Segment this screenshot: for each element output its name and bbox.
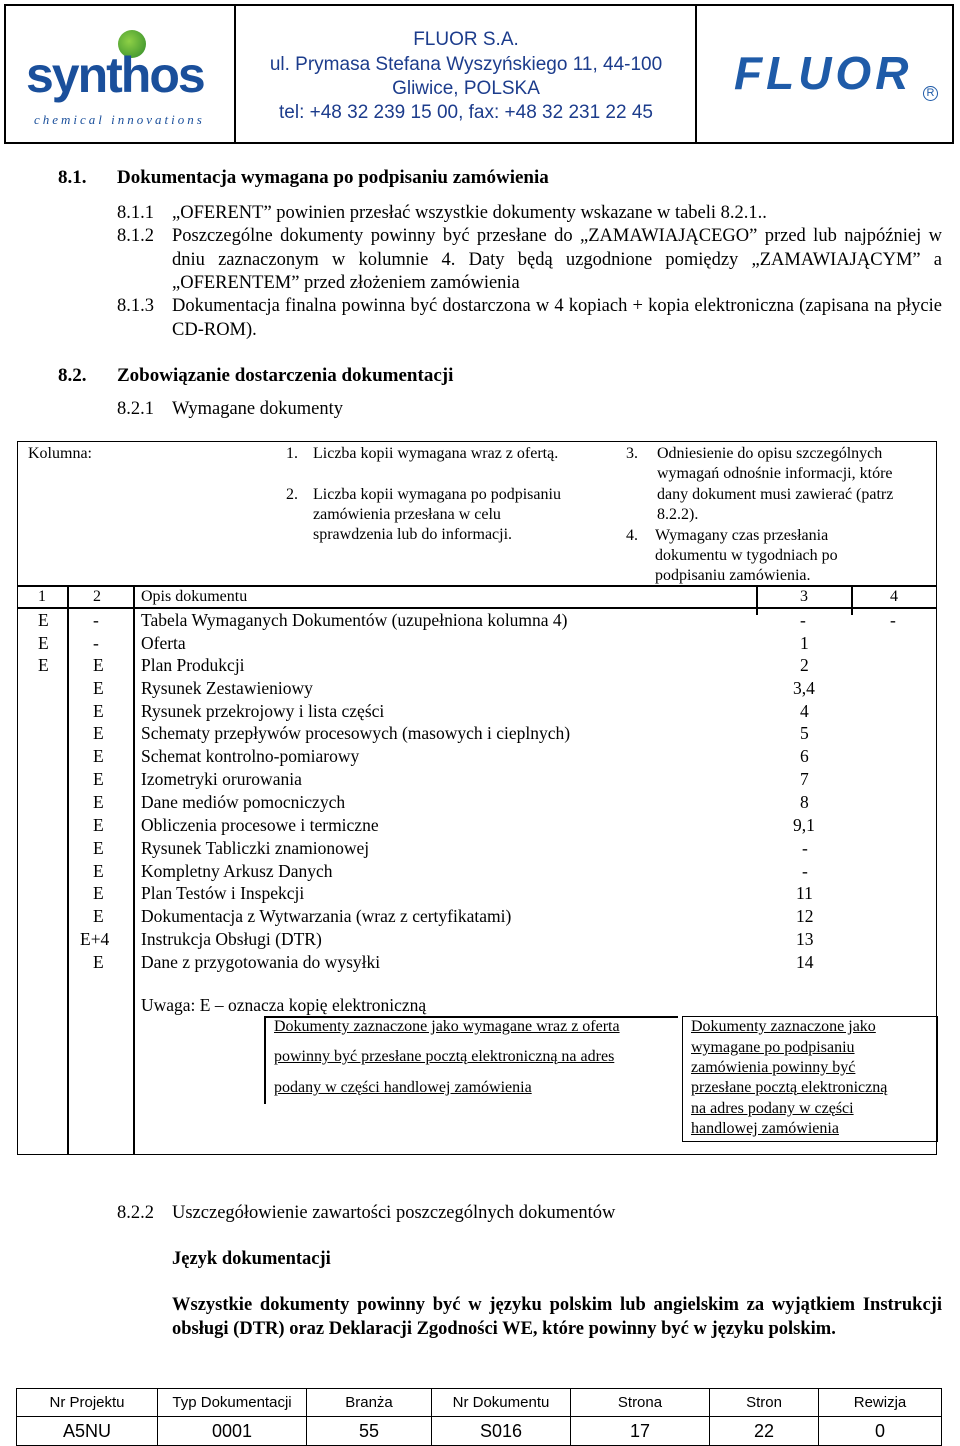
legend-3-line: Odniesienie do opisu szczególnych: [657, 445, 883, 462]
legend-1-number: 1.: [286, 445, 298, 462]
registered-mark-icon: R: [923, 86, 938, 101]
row-description: Instrukcja Obsługi (DTR): [141, 929, 322, 949]
row-col1: E: [38, 655, 49, 675]
box-right-line: zamówienia powinny być: [691, 1059, 856, 1076]
row-col2: E: [93, 792, 104, 812]
section-8-2-number: 8.2.: [58, 365, 87, 386]
row-col3: 14: [796, 952, 814, 972]
row-description: Izometryki orurowania: [141, 769, 302, 789]
company-address: ul. Prymasa Stefana Wyszyńskiego 11, 44-100: [269, 54, 663, 75]
row-col2: E: [93, 655, 104, 675]
legend-4-number: 4.: [626, 527, 638, 544]
footer-header: Nr Dokumentu: [432, 1389, 571, 1417]
company-city: Gliwice, POLSKA: [392, 78, 540, 99]
row-col2: E+4: [80, 929, 110, 949]
row-col3: 9,1: [793, 815, 815, 835]
section-8-2-title: Zobowiązanie dostarczenia dokumentacji: [117, 365, 454, 386]
footer-value: 17: [571, 1417, 710, 1446]
legend-4-line: podpisaniu zamówienia.: [655, 567, 811, 584]
row-description: Rysunek Tabliczki znamionowej: [141, 838, 370, 858]
row-description: Dane mediów pomocniczych: [141, 792, 346, 812]
row-col2: -: [93, 610, 99, 630]
row-description: Schematy przepływów procesowych (masowych i cieplnych): [141, 723, 571, 743]
item-8-1-1-text: „OFERENT” powinien przesłać wszystkie dokumenty wskazane w tabeli 8.2.1..: [172, 203, 767, 223]
legend-3-line: 8.2.2).: [657, 506, 699, 523]
row-col3: 11: [796, 883, 813, 903]
row-description: Tabela Wymaganych Dokumentów (uzupełniona kolumna 4): [141, 610, 568, 630]
row-col2: E: [93, 861, 104, 881]
row-col2: E: [93, 723, 104, 743]
table-line: [851, 585, 853, 615]
footer-header: Stron: [710, 1389, 819, 1417]
col-header-3: 3: [800, 588, 808, 605]
row-col3: 2: [800, 655, 809, 675]
item-8-1-2-number: 8.1.2: [117, 226, 154, 246]
col-header-1: 1: [38, 588, 46, 605]
table-line: [133, 585, 135, 1155]
row-description: Schemat kontrolno-pomiarowy: [141, 746, 360, 766]
box-right-line: przesłane pocztą elektroniczną: [691, 1079, 888, 1096]
col-header-4: 4: [890, 588, 898, 605]
footer-header: Rewizja: [819, 1389, 942, 1417]
legend-3-line: dany dokument musi zawierać (patrz: [657, 486, 894, 503]
row-col3: 7: [800, 769, 809, 789]
document-info-table: [16, 1388, 942, 1446]
legend-4-line: Wymagany czas przesłania: [655, 527, 829, 544]
footer-value: 22: [710, 1417, 819, 1446]
row-description: Dane z przygotowania do wysyłki: [141, 952, 381, 972]
row-col1: E: [38, 633, 49, 653]
row-col2: E: [93, 769, 104, 789]
item-8-1-3-number: 8.1.3: [117, 296, 154, 316]
footer-header: Strona: [571, 1389, 710, 1417]
company-name: FLUOR S.A.: [413, 29, 519, 50]
footer-header: Branża: [307, 1389, 432, 1417]
row-description: Plan Testów i Inspekcji: [141, 883, 305, 903]
item-8-1-3-text: Dokumentacja finalna powinna być dostarczona w 4 kopiach + kopia elektroniczna (zapisana na płycie CD-ROM).: [172, 296, 942, 340]
kolumna-label: Kolumna:: [28, 445, 92, 462]
fluor-logo: FLUOR: [734, 47, 913, 99]
box-left-line: podany w części handlowej zamówienia: [274, 1079, 532, 1096]
row-description: Dokumentacja z Wytwarzania (wraz z certyfikatami): [141, 906, 512, 926]
row-description: Rysunek przekrojowy i lista części: [141, 701, 385, 721]
footer-value: S016: [432, 1417, 571, 1446]
col-header-description: Opis dokumentu: [141, 588, 248, 605]
language-text: Wszystkie dokumenty powinny być w języku polskim lub angielskim za wyjątkiem Instrukcji obsługi (DTR) oraz Deklaracji Zgodności WE, które powinny być w języku polskim.: [172, 1295, 942, 1339]
header-divider: [695, 6, 697, 142]
row-col3: -: [800, 610, 806, 630]
row-col3: 4: [800, 701, 809, 721]
row-col2: E: [93, 838, 104, 858]
legend-2-line: sprawdzenia lub do informacji.: [313, 526, 513, 543]
row-col2: E: [93, 678, 104, 698]
item-8-2-1-number: 8.2.1: [117, 399, 154, 419]
row-col3: -: [802, 861, 808, 881]
table-line: [756, 585, 758, 615]
row-col3: 1: [800, 633, 809, 653]
row-description: Rysunek Zestawieniowy: [141, 678, 313, 698]
row-col2: E: [93, 701, 104, 721]
row-col3: 6: [800, 746, 809, 766]
item-8-2-1-title: Wymagane dokumenty: [172, 399, 343, 419]
item-8-1-2-text: Poszczególne dokumenty powinny być przesłane do „ZAMAWIAJĄCEGO” przed lub najpóźniej w dniu zaznaczonym w kolumnie 4. Daty będą uzgodnione pomiędzy „ZAMAWIAJĄCYM” a „OFERENTEM” przed złożeniem zamówienia: [172, 226, 942, 293]
row-description: Obliczenia procesowe i termiczne: [141, 815, 379, 835]
col-header-2: 2: [93, 588, 101, 605]
row-col2: -: [93, 633, 99, 653]
synthos-logo: [26, 28, 236, 138]
footer-value: 0001: [158, 1417, 307, 1446]
box-right-line: handlowej zamówienia: [691, 1120, 839, 1137]
row-col2: E: [93, 815, 104, 835]
footer-value: A5NU: [17, 1417, 158, 1446]
box-line: [264, 1016, 266, 1104]
row-col2: E: [93, 906, 104, 926]
box-left-line: powinny być przesłane pocztą elektroniczną na adres: [274, 1048, 615, 1065]
legend-3-number: 3.: [626, 445, 638, 462]
item-8-1-1-number: 8.1.1: [117, 203, 154, 223]
legend-2-line: zamówienia przesłana w celu: [313, 506, 501, 523]
page-header: [4, 4, 954, 144]
item-8-2-2-number: 8.2.2: [117, 1203, 154, 1223]
item-8-2-2-title: Uszczegółowienie zawartości poszczególnych dokumentów: [172, 1203, 616, 1223]
row-description: Oferta: [141, 633, 186, 653]
row-col3: 3,4: [793, 678, 815, 698]
row-col4: -: [890, 610, 896, 630]
table-note: Uwaga: E – oznacza kopię elektroniczną: [141, 995, 427, 1015]
row-col2: E: [93, 883, 104, 903]
legend-2-number: 2.: [286, 486, 298, 503]
legend-2-line: Liczba kopii wymagana po podpisaniu: [313, 486, 561, 503]
legend-3-line: wymagań odnośnie informacji, które: [657, 465, 893, 482]
row-col3: 8: [800, 792, 809, 812]
box-right-line: wymagane po podpisaniu: [691, 1039, 855, 1056]
box-right-line: Dokumenty zaznaczone jako: [691, 1018, 876, 1035]
row-col3: 13: [796, 929, 814, 949]
row-col1: E: [38, 610, 49, 630]
box-right-line: na adres podany w części: [691, 1100, 854, 1117]
row-col2: E: [93, 746, 104, 766]
footer-value: 0: [819, 1417, 942, 1446]
synthos-logo-tagline: chemical innovations: [34, 112, 205, 127]
company-phone: tel: +48 32 239 15 00, fax: +48 32 231 22 45: [279, 102, 653, 123]
row-col3: -: [802, 838, 808, 858]
footer-header: Typ Dokumentacji: [158, 1389, 307, 1417]
legend-1-text: Liczba kopii wymagana wraz z ofertą.: [313, 445, 559, 462]
section-8-1-title: Dokumentacja wymagana po podpisaniu zamówienia: [117, 167, 549, 188]
footer-header: Nr Projektu: [17, 1389, 158, 1417]
language-heading: Język dokumentacji: [172, 1249, 331, 1269]
row-col3: 12: [796, 906, 814, 926]
table-line: [67, 585, 69, 1155]
section-8-1-number: 8.1.: [58, 167, 87, 188]
row-col3: 5: [800, 723, 809, 743]
footer-value: 55: [307, 1417, 432, 1446]
row-description: Plan Produkcji: [141, 655, 245, 675]
synthos-logo-text: synthos: [26, 47, 204, 103]
legend-4-line: dokumentu w tygodniach po: [655, 547, 838, 564]
box-left-line: Dokumenty zaznaczone jako wymagane wraz z oferta: [274, 1018, 620, 1035]
row-col2: E: [93, 952, 104, 972]
row-description: Kompletny Arkusz Danych: [141, 861, 333, 881]
